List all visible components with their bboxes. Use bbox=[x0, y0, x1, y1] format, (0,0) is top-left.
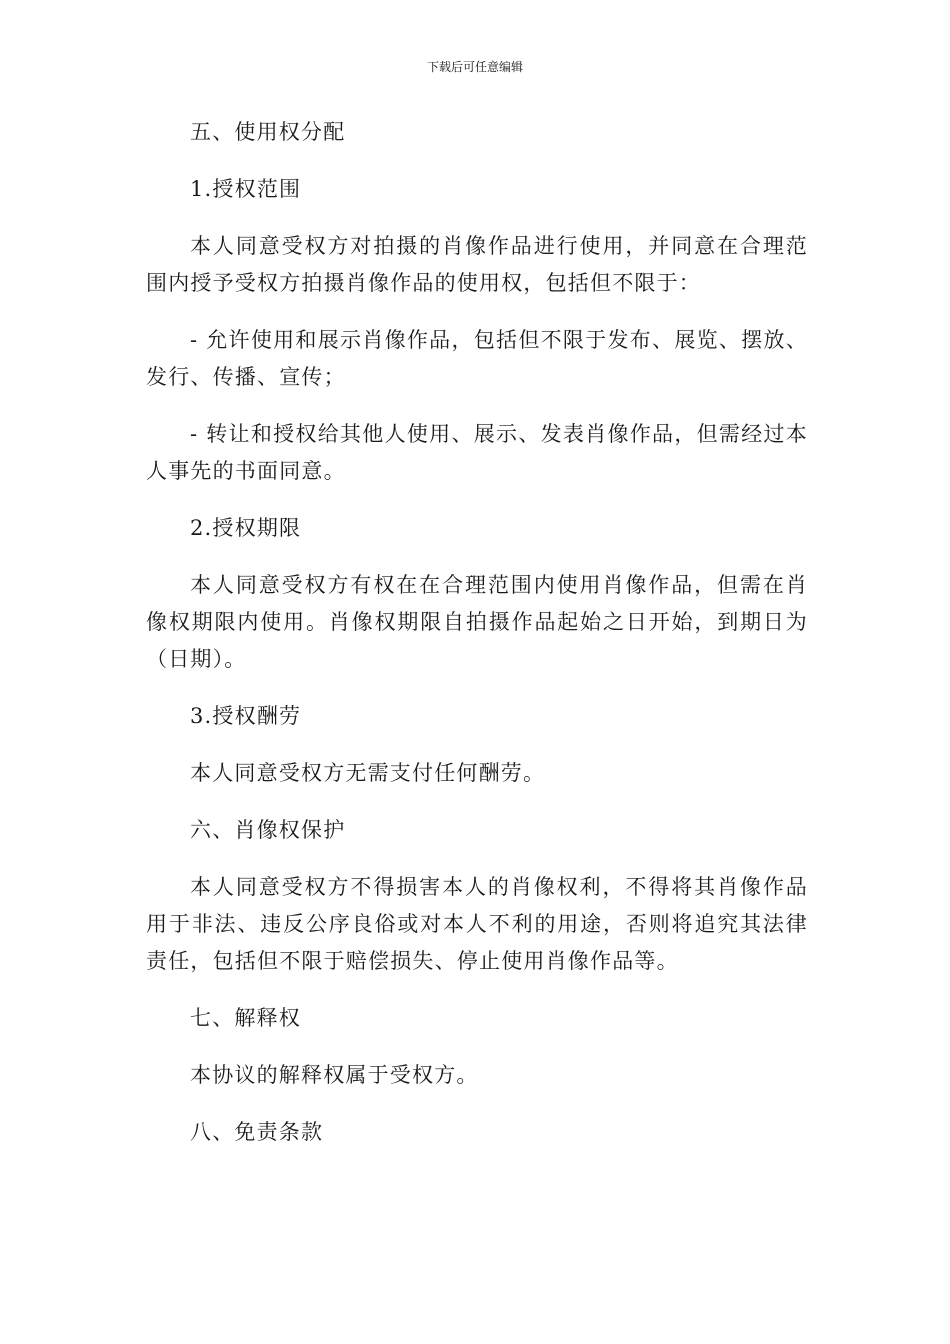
subheading-term: 2.授权期限 bbox=[190, 516, 302, 540]
paragraph-term: 本人同意受权方有权在在合理范围内使用肖像作品，但需在肖像权期限内使用。肖像权期限自拍摄作品起始之日开始，到期日为（日期）。 bbox=[146, 573, 808, 671]
list-item-transfer: - 转让和授权给其他人使用、展示、发表肖像作品，但需经过本人事先的书面同意。 bbox=[146, 422, 808, 483]
paragraph-scope: 本人同意受权方对拍摄的肖像作品进行使用，并同意在合理范围内授予受权方拍摄肖像作品的使用权，包括但不限于： bbox=[146, 234, 808, 295]
section-heading-usage-rights: 五、使用权分配 bbox=[190, 120, 346, 144]
list-item-display: - 允许使用和展示肖像作品，包括但不限于发布、展览、摆放、发行、传播、宣传； bbox=[146, 328, 808, 389]
page-header: 下载后可任意编辑 bbox=[426, 60, 523, 74]
section-heading-disclaimer: 八、免责条款 bbox=[190, 1120, 324, 1144]
section-heading-protection: 六、肖像权保护 bbox=[190, 818, 346, 842]
subheading-remuneration: 3.授权酬劳 bbox=[190, 704, 302, 728]
paragraph-protection: 本人同意受权方不得损害本人的肖像权利，不得将其肖像作品用于非法、违反公序良俗或对本人不利的用途，否则将追究其法律责任，包括但不限于赔偿损失、停止使用肖像作品等。 bbox=[146, 875, 808, 973]
subheading-scope: 1.授权范围 bbox=[190, 177, 302, 201]
paragraph-remuneration: 本人同意受权方无需支付任何酬劳。 bbox=[190, 761, 546, 785]
section-heading-interpretation: 七、解释权 bbox=[190, 1006, 301, 1030]
paragraph-interpretation: 本协议的解释权属于受权方。 bbox=[190, 1063, 479, 1087]
document-body bbox=[146, 114, 808, 1171]
